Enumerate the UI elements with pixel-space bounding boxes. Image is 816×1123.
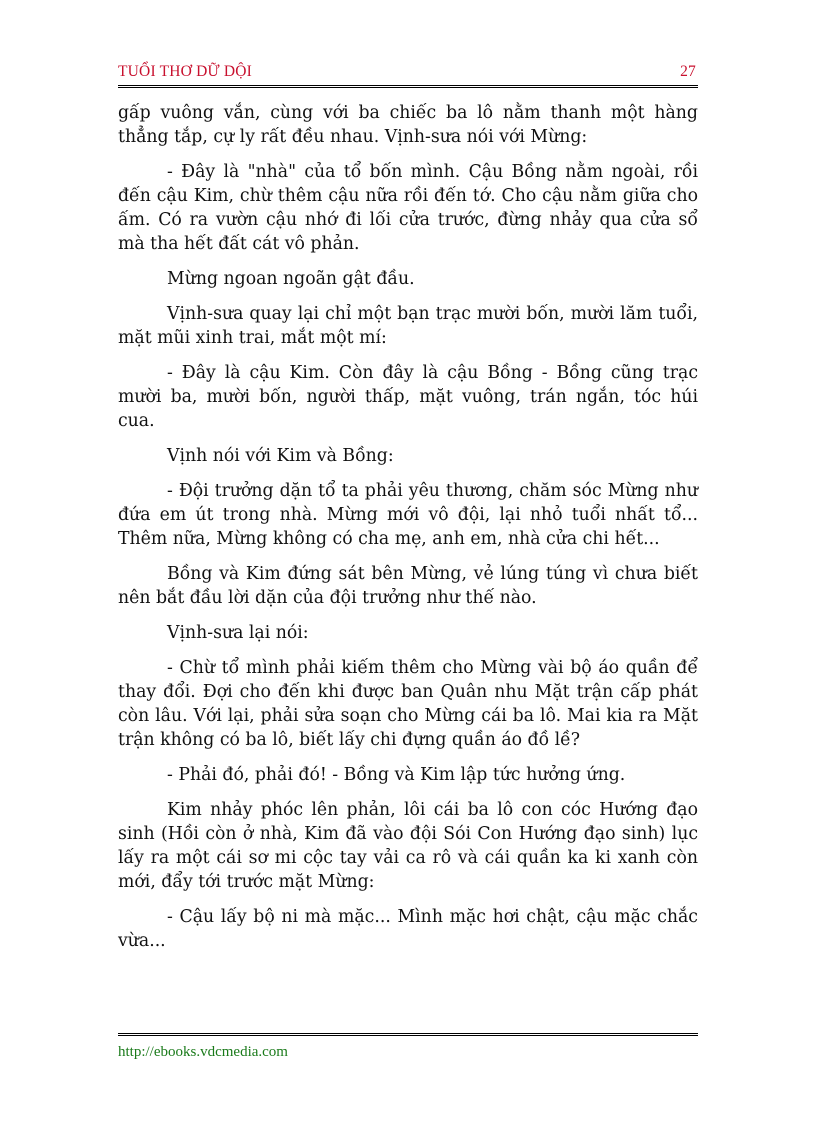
paragraph: Bồng và Kim đứng sát bên Mừng, vẻ lúng túng vì chưa biết nên bắt đầu lời dặn của đội trưởng như thế nào. bbox=[118, 564, 698, 608]
paragraph: Vịnh nói với Kim và Bồng: bbox=[167, 446, 394, 466]
footer-divider bbox=[118, 1033, 698, 1036]
paragraph: - Đội trưởng dặn tổ ta phải yêu thương, chăm sóc Mừng như đứa em út trong nhà. Mừng mới vô đội, lại nhỏ tuổi nhất tổ... Thêm nữa, Mừng không có cha mẹ, anh em, nhà cửa chi hết... bbox=[118, 481, 698, 549]
page-number: 27 bbox=[680, 63, 696, 80]
book-title: TUỔI THƠ DỮ DỘI bbox=[118, 63, 252, 80]
header-divider bbox=[118, 85, 698, 88]
paragraph: - Phải đó, phải đó! - Bồng và Kim lập tức hưởng ứng. bbox=[167, 765, 626, 785]
paragraph: Mừng ngoan ngoãn gật đầu. bbox=[167, 269, 415, 289]
paragraph: Vịnh-sưa quay lại chỉ một bạn trạc mười bốn, mười lăm tuổi, mặt mũi xinh trai, mắt một mí: bbox=[118, 304, 698, 348]
paragraph: - Chừ tổ mình phải kiếm thêm cho Mừng vài bộ áo quần để thay đổi. Đợi cho đến khi được ban Quân nhu Mặt trận cấp phát còn lâu. Với lại, phải sửa soạn cho Mừng cái ba lô. Mai kia ra Mặt trận không có ba lô, biết lấy chi đựng quần áo đồ lề? bbox=[118, 658, 698, 750]
body-text bbox=[118, 101, 698, 964]
footer-url[interactable]: http://ebooks.vdcmedia.com bbox=[118, 1044, 288, 1060]
page-header bbox=[118, 63, 698, 85]
paragraph: - Đây là cậu Kim. Còn đây là cậu Bồng - Bồng cũng trạc mười ba, mười bốn, người thấp, mặt vuông, trán ngắn, tóc húi cua. bbox=[118, 363, 698, 431]
paragraph: - Cậu lấy bộ ni mà mặc... Mình mặc hơi chật, cậu mặc chắc vừa... bbox=[118, 907, 698, 951]
paragraph: - Đây là "nhà" của tổ bốn mình. Cậu Bồng nằm ngoài, rồi đến cậu Kim, chừ thêm cậu nữa rồi đến tớ. Cho cậu nằm giữa cho ấm. Có ra vườn cậu nhớ đi lối cửa trước, đừng nhảy qua cửa sổ mà tha hết đất cát vô phản. bbox=[118, 162, 698, 254]
paragraph: gấp vuông vắn, cùng với ba chiếc ba lô nằm thanh một hàng thẳng tắp, cự ly rất đều nhau. Vịnh-sưa nói với Mừng: bbox=[118, 103, 698, 147]
paragraph: Vịnh-sưa lại nói: bbox=[167, 623, 309, 643]
paragraph: Kim nhảy phóc lên phản, lôi cái ba lô con cóc Hướng đạo sinh (Hồi còn ở nhà, Kim đã vào đội Sói Con Hướng đạo sinh) lục lấy ra một cái sơ mi cộc tay vải ca rô và cái quần ka ki xanh còn mới, đẩy tới trước mặt Mừng: bbox=[118, 800, 698, 892]
